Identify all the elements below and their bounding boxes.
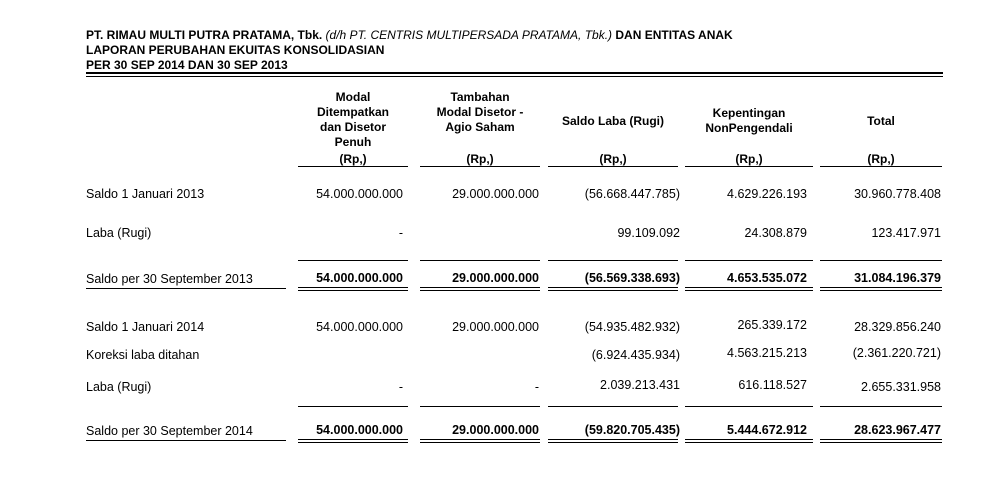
double-underline — [548, 287, 678, 291]
cell-modal: 54.000.000.000 — [316, 271, 403, 285]
cell-kepentingan: 616.118.527 — [738, 378, 807, 392]
cell-kepentingan: 265.339.172 — [737, 318, 807, 332]
cell-modal: - — [398, 226, 403, 240]
cell-total: (2.361.220.721) — [852, 346, 941, 360]
company-name-bold: PT. RIMAU MULTI PUTRA PRATAMA, Tbk. — [86, 28, 323, 42]
report-period: PER 30 SEP 2014 DAN 30 SEP 2013 — [86, 58, 288, 72]
double-underline — [548, 439, 678, 443]
col-line: Modal Disetor - — [436, 105, 524, 119]
double-underline — [420, 439, 540, 443]
unit-underline — [685, 166, 813, 167]
row-label: Laba (Rugi) — [86, 226, 152, 240]
row-label: Laba (Rugi) — [86, 380, 152, 394]
cell-modal: 54.000.000.000 — [316, 187, 403, 201]
cell-saldo-laba: 2.039.213.431 — [600, 378, 680, 392]
cell-saldo-laba: (59.820.705.435) — [584, 423, 680, 437]
unit-underline — [420, 166, 540, 167]
column-header-saldo-laba: Saldo Laba (Rugi) — [562, 114, 664, 128]
col-line: Kepentingan — [712, 106, 786, 120]
cell-kepentingan: 4.629.226.193 — [727, 187, 807, 201]
row-label: Saldo per 30 September 2013 — [86, 272, 253, 286]
sum-line — [685, 260, 813, 261]
double-underline — [685, 439, 813, 443]
cell-agio: 29.000.000.000 — [452, 423, 539, 437]
double-underline — [420, 287, 540, 291]
cell-agio: 29.000.000.000 — [452, 187, 539, 201]
cell-agio: 29.000.000.000 — [452, 271, 539, 285]
company-suffix: DAN ENTITAS ANAK — [615, 28, 733, 42]
cell-kepentingan: 4.563.215.213 — [727, 346, 807, 360]
double-underline — [820, 287, 942, 291]
column-header-modal — [298, 90, 408, 150]
col-line: NonPengendali — [705, 121, 793, 135]
header-rule-thin — [86, 76, 943, 77]
cell-total: 28.623.967.477 — [854, 423, 941, 437]
cell-total: 30.960.778.408 — [854, 187, 941, 201]
col-line: Modal — [335, 90, 371, 104]
unit-label: (Rp,) — [466, 152, 494, 166]
cell-agio: - — [534, 380, 539, 394]
cell-total: 2.655.331.958 — [861, 380, 941, 394]
company-former-name: (d/h PT. CENTRIS MULTIPERSADA PRATAMA, Tbk.) — [325, 28, 613, 42]
sum-line — [420, 406, 540, 407]
unit-label: (Rp,) — [867, 152, 895, 166]
row-label: Saldo 1 Januari 2014 — [86, 320, 205, 334]
cell-saldo-laba: (56.569.338.693) — [584, 271, 680, 285]
unit-label: (Rp,) — [735, 152, 763, 166]
sum-line — [820, 260, 942, 261]
cell-agio: 29.000.000.000 — [452, 320, 539, 334]
row-label: Saldo 1 Januari 2013 — [86, 187, 205, 201]
cell-modal: 54.000.000.000 — [316, 423, 403, 437]
sum-line — [820, 406, 942, 407]
sum-line — [420, 260, 540, 261]
unit-underline — [820, 166, 942, 167]
cell-modal: 54.000.000.000 — [316, 320, 403, 334]
row-underline — [86, 288, 286, 289]
unit-label: (Rp,) — [339, 152, 367, 166]
cell-kepentingan: 24.308.879 — [744, 226, 807, 240]
cell-saldo-laba: 99.109.092 — [617, 226, 680, 240]
cell-total: 31.084.196.379 — [854, 271, 941, 285]
row-label: Koreksi laba ditahan — [86, 348, 200, 362]
header-rule — [86, 72, 943, 74]
unit-underline — [548, 166, 678, 167]
sum-line — [298, 260, 408, 261]
cell-total: 28.329.856.240 — [854, 320, 941, 334]
double-underline — [298, 287, 408, 291]
col-line: Ditempatkan — [316, 105, 390, 119]
column-header-total: Total — [867, 114, 895, 128]
row-underline — [86, 440, 286, 441]
company-name — [86, 28, 733, 42]
cell-modal: - — [398, 380, 403, 394]
sum-line — [548, 260, 678, 261]
double-underline — [820, 439, 942, 443]
col-line: dan Disetor — [319, 120, 386, 134]
sum-line — [685, 406, 813, 407]
cell-saldo-laba: (54.935.482.932) — [584, 320, 680, 334]
double-underline — [298, 439, 408, 443]
report-title: LAPORAN PERUBAHAN EKUITAS KONSOLIDASIAN — [86, 43, 385, 57]
column-header-agio — [420, 90, 540, 135]
sum-line — [298, 406, 408, 407]
cell-kepentingan: 4.653.535.072 — [727, 271, 807, 285]
sum-line — [548, 406, 678, 407]
column-header-kepentingan — [685, 106, 813, 136]
cell-saldo-laba: (6.924.435.934) — [591, 348, 680, 362]
col-line: Penuh — [334, 135, 372, 149]
col-line: Agio Saham — [445, 120, 515, 134]
unit-underline — [298, 166, 408, 167]
unit-label: (Rp,) — [599, 152, 627, 166]
cell-total: 123.417.971 — [871, 226, 941, 240]
double-underline — [685, 287, 813, 291]
cell-kepentingan: 5.444.672.912 — [727, 423, 807, 437]
col-line: Tambahan — [450, 90, 510, 104]
cell-saldo-laba: (56.668.447.785) — [584, 187, 680, 201]
row-label: Saldo per 30 September 2014 — [86, 424, 253, 438]
